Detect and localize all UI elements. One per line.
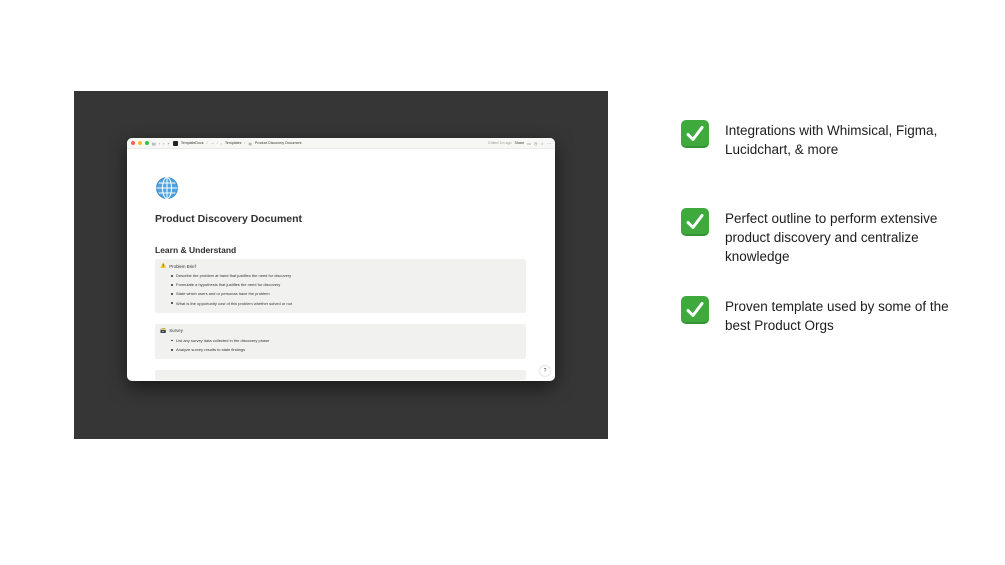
window-titlebar [127, 138, 555, 149]
list-item[interactable]: State which users and or personas have the problem [176, 289, 521, 298]
globe-icon[interactable] [155, 176, 179, 200]
check-mark-icon [681, 296, 709, 324]
feature-text: Proven template used by some of the best Product Orgs [725, 299, 949, 333]
plus-icon[interactable]: + [167, 140, 170, 146]
page-title[interactable]: Product Discovery Document [155, 213, 303, 225]
card-file-box-icon: 🗃️ [160, 327, 167, 334]
comments-icon[interactable]: ▭ [527, 140, 531, 146]
check-mark-icon [681, 120, 709, 148]
breadcrumb-separator: / [216, 141, 218, 145]
feature-text: Integrations with Whimsical, Figma, Lucidchart, & more [725, 123, 938, 157]
list-item[interactable]: Analyze survey results to state findings [176, 345, 521, 354]
share-button[interactable]: Share [514, 141, 525, 145]
list-item[interactable]: List any survey data collected in the discovery phase [176, 336, 521, 345]
breadcrumb-separator: / [244, 141, 246, 145]
globe-icon: ◍ [248, 140, 252, 146]
list-item[interactable]: Describe the problem at hand that justifies the need for discovery [176, 271, 521, 280]
warning-icon: ⚠️ [160, 263, 167, 269]
page-icon: ▫ [220, 140, 223, 146]
check-mark-icon [681, 208, 709, 236]
callout-survey[interactable] [155, 324, 526, 359]
document-body [155, 176, 527, 380]
section-heading[interactable]: Learn & Understand [155, 245, 237, 255]
workspace-logo-icon [173, 141, 178, 146]
app-window [127, 138, 555, 381]
help-button[interactable]: ? [540, 366, 550, 376]
minimize-window-button[interactable] [138, 141, 142, 145]
screenshot-stage [74, 91, 608, 439]
list-item[interactable]: What is the opportunity cost of this problem whether solved or not [176, 299, 521, 308]
zoom-window-button[interactable] [145, 141, 149, 145]
breadcrumb-workspace[interactable]: TemplateDocs [180, 141, 204, 145]
edited-timestamp: Edited 1m ago [488, 141, 512, 145]
feature-text: Perfect outline to perform extensive product discovery and centralize knowledge [725, 211, 938, 264]
callout-next[interactable] [155, 370, 526, 380]
forward-arrow-icon[interactable]: › [163, 140, 165, 146]
sidebar-toggle-icon[interactable]: ▤ [152, 140, 156, 146]
breadcrumb-current[interactable]: Product Discovery Document [254, 141, 302, 145]
feature-item [681, 208, 975, 266]
callout-title: Survey [169, 328, 183, 334]
back-arrow-icon[interactable]: ‹ [158, 140, 161, 146]
updates-clock-icon[interactable]: ◷ [533, 140, 538, 146]
more-options-icon[interactable]: ··· [547, 140, 551, 146]
list-item[interactable]: Formulate a hypothesis that justifies the need for discovery [176, 280, 521, 289]
favorite-star-icon[interactable]: ☆ [540, 140, 544, 146]
breadcrumb-parent[interactable]: Templates [225, 141, 242, 145]
breadcrumb-separator: / [206, 141, 208, 145]
feature-item [681, 296, 975, 335]
breadcrumb-ellipsis[interactable]: ... [210, 141, 214, 145]
callout-title: Problem Brief [169, 263, 196, 269]
close-window-button[interactable] [131, 141, 135, 145]
feature-item [681, 120, 975, 159]
callout-problem-brief[interactable] [155, 259, 526, 313]
